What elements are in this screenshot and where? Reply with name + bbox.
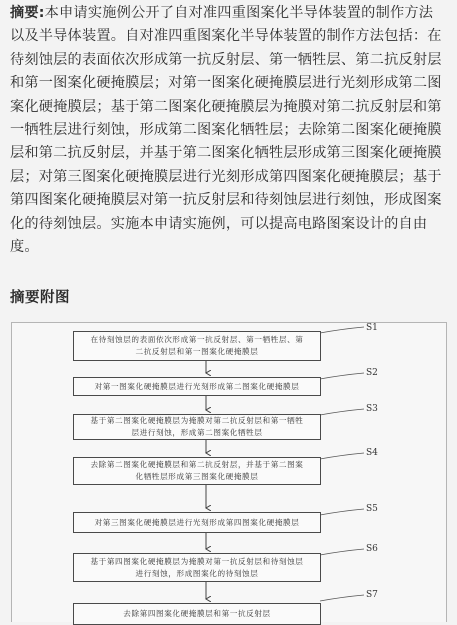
flow-step-s4-id: S4 [366, 448, 378, 458]
flow-step-s6-line2: 进行刻蚀，形成图案化的待刻蚀层 [135, 568, 259, 578]
leader-s2 [320, 373, 364, 379]
flow-step-s1 [73, 331, 321, 361]
flow-step-s4-line2: 化牺牲层形成第三图案化硬掩膜层 [135, 472, 259, 481]
flow-step-s6 [73, 553, 321, 582]
flow-step-s2 [73, 377, 321, 396]
figure-section-title: 摘要附图 [10, 290, 70, 306]
flow-step-s1-line2: 二抗反射层和第一图案化硬掩膜层 [135, 347, 259, 356]
flow-step-s1-line1: 在待刻蚀层的表面依次形成第一抗反射层、第一牺牲层、第 [90, 335, 304, 344]
flow-step-s6-line1: 基于第四图案化硬掩膜层为掩膜对第一抗反射层和待刻蚀层 [90, 556, 304, 566]
flow-step-s3-line2: 层进行刻蚀，形成第二图案化牺牲层 [131, 428, 263, 437]
flow-step-s2-line1: 对第一图案化硬掩膜层进行光刻形成第二图案化硬掩膜层 [94, 381, 300, 391]
flow-step-s7-id: S7 [366, 590, 378, 600]
flow-step-s7-line1: 去除第四图案化硬掩膜层和第一抗反射层 [123, 609, 271, 618]
flow-step-s6-id: S6 [366, 544, 378, 554]
abstract-paragraph [10, 2, 447, 259]
flow-step-s3-id: S3 [366, 404, 378, 414]
flow-step-s4 [73, 457, 321, 485]
flow-step-s5-line1: 对第三图案化硬掩膜层进行光刻形成第四图案化硬掩膜层 [94, 517, 300, 527]
leader-s5 [320, 509, 364, 515]
leader-s3 [320, 409, 364, 415]
flow-step-s1-id: S1 [366, 323, 378, 333]
abstract-figure [11, 322, 447, 622]
flow-step-s3-line1: 基于第二图案化硬掩膜层为掩膜对第二抗反射层和第一牺牲 [90, 416, 304, 425]
abstract-label: 摘要: [10, 5, 45, 21]
leader-s7 [320, 595, 364, 601]
flow-step-s5 [73, 512, 321, 533]
leader-s4 [320, 453, 364, 459]
flow-step-s2-id: S2 [366, 368, 378, 378]
flow-step-s5-id: S5 [366, 504, 378, 514]
leader-s6 [320, 549, 364, 555]
leader-s1 [320, 327, 364, 333]
flow-step-s4-line1: 去除第二图案化硬掩膜层和第二抗反射层，并基于第二图案 [90, 460, 304, 469]
abstract-text: 本申请实施例公开了自对准四重图案化半导体装置的制作方法以及半导体装置。自对准四重图案化半导体装置的制作方法包括：在待刻蚀层的表面依次形成第一抗反射层、第一牺牲层、第二抗反射层和第一图案化硬掩膜层；对第一图案化硬掩膜层进行光刻形成第二图案化硬掩膜层；基于第二图案化硬掩膜层为掩膜对第二抗反射层和第一牺牲层进行刻蚀，形成第二图案化牺牲层；去除第二图案化硬掩膜层和第二抗反射层，并基于第二图案化牺牲层形成第三图案化硬掩膜层；对第三图案化硬掩膜层进行光刻形成第四图案化硬掩膜层；基于第四图案化硬掩膜层对第一抗反射层和待刻蚀层进行刻蚀，形成图案化的待刻蚀层。实施本申请实施例，可以提高电路图案设计的自由度。 [10, 5, 442, 256]
flow-step-s3 [73, 414, 321, 440]
